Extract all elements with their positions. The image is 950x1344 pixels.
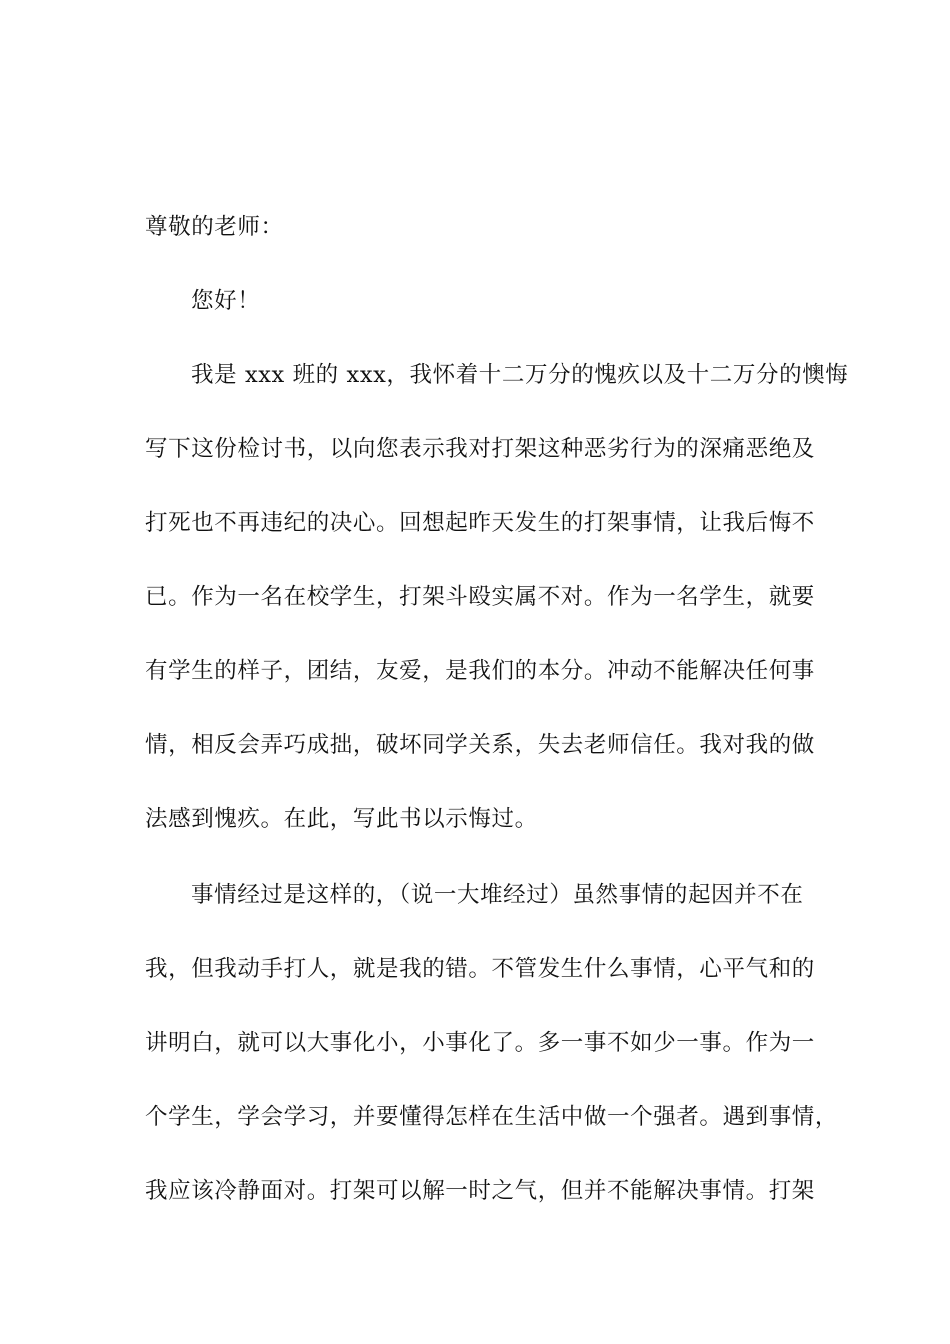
greeting: 您好！ [191,288,261,314]
paragraph-2-line-1: 事情经过是这样的，（说一大堆经过）虽然事情的起因并不在 [191,882,804,908]
paragraph-1-line-1: 我是 xxx 班的 xxx，我怀着十二万分的愧疚以及十二万分的懊悔 [191,362,849,388]
paragraph-1-line-3: 打死也不再违纪的决心。回想起昨天发生的打架事情，让我后悔不 [145,510,815,536]
paragraph-2-line-2: 我，但我动手打人，就是我的错。不管发生什么事情，心平气和的 [145,956,815,982]
paragraph-2-line-4: 个学生，学会学习，并要懂得怎样在生活中做一个强者。遇到事情， [145,1104,839,1130]
paragraph-1-line-5: 有学生的样子，团结，友爱，是我们的本分。冲动不能解决任何事 [145,658,815,684]
paragraph-2-line-3: 讲明白，就可以大事化小，小事化了。多一事不如少一事。作为一 [145,1030,815,1056]
paragraph-2-line-5: 我应该冷静面对。打架可以解一时之气，但并不能解决事情。打架 [145,1178,815,1204]
paragraph-1-line-2: 写下这份检讨书，以向您表示我对打架这种恶劣行为的深痛恶绝及 [145,436,815,462]
salutation: 尊敬的老师： [145,214,284,240]
paragraph-1-line-6: 情，相反会弄巧成拙，破坏同学关系，失去老师信任。我对我的做 [145,732,815,758]
paragraph-1-line-4: 已。作为一名在校学生，打架斗殴实属不对。作为一名学生，就要 [145,584,815,610]
paragraph-1-line-7: 法感到愧疚。在此，写此书以示悔过。 [145,806,538,832]
